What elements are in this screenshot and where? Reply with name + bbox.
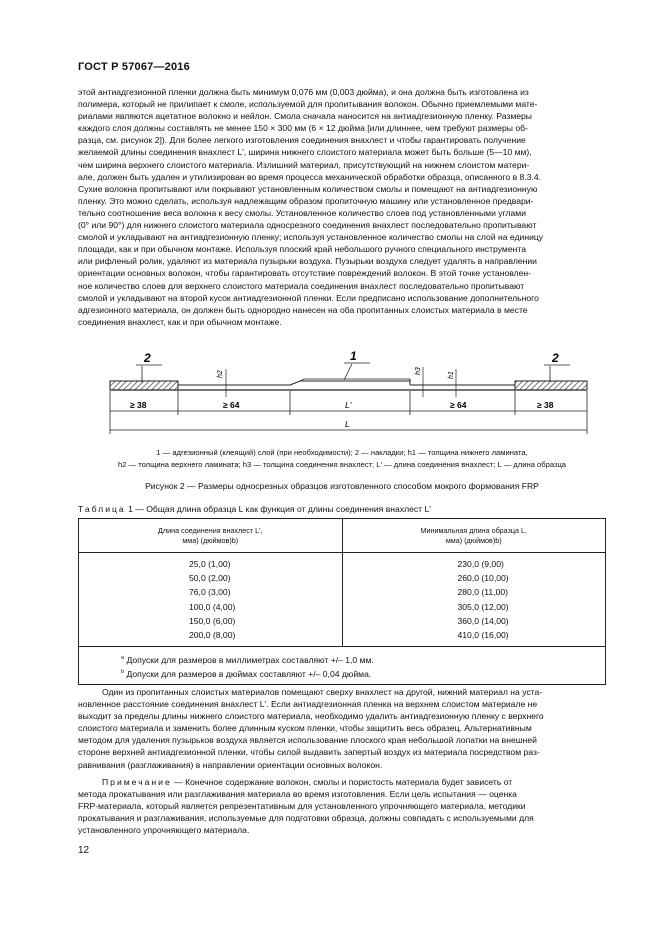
paragraph-line: смолой и укладывают на антиадгезионную пленку; используя установленное количество смолы на слой на единицу xyxy=(78,232,544,243)
paragraph-line: соединения внахлест, как и при обычном монтаже. xyxy=(78,316,282,327)
paragraph-line: выходит за пределы длины нижнего слоистого материала, необходимо удалить антиадгезионную пленку с верхнего xyxy=(78,711,544,722)
specimen-diagram xyxy=(100,345,600,440)
paragraph-1 xyxy=(78,86,606,328)
left-tab xyxy=(110,381,178,390)
note-a-text: Допуски для размеров в миллиметрах составляют +/– 1,0 мм. xyxy=(126,655,374,666)
data-table xyxy=(78,518,606,685)
table-row xyxy=(79,553,606,572)
right-tab xyxy=(515,381,587,390)
table-title-prefix: Таблица xyxy=(78,504,126,514)
paragraph-line: ное количество слоев для верхнего слоистого материала соединения внахлест последовательно пропитывают xyxy=(78,280,525,291)
paragraph-line: новленное расстояние соединения внахлест L'. Если антиадгезионная пленка на верхнем слоистом материале не xyxy=(78,699,538,710)
paragraph-line: риалами являются ацетатное волокно и нейлон. Смола сначала наносится на антиадгезионную пленку. Размеры xyxy=(78,111,532,122)
table-title xyxy=(78,504,431,514)
col-header-length-line2: мма) (дюймов)b) xyxy=(445,535,502,545)
paragraph-line: каждого слоя должны составлять не менее 150 × 300 мм (6 × 12 дюйма [или длиннее, чем требуют размеры об- xyxy=(78,123,528,134)
standard-header: ГОСТ Р 57067—2016 xyxy=(78,61,190,73)
paragraph-line: ориентации основных волокон, чтобы гарантировать отсутствие повреждений волокон. В этой точке установлен- xyxy=(78,268,531,279)
paragraph-line: але, должен быть удален и утилизирован во время процесса механической обработки образца, описанного в 8.3.4. xyxy=(78,171,542,182)
paragraph-line: Сухие волокна пропитывают или покрывают установленным количеством смолы и помещают на антиадгезионную xyxy=(78,183,538,194)
cell-length: 280,0 (11,00) xyxy=(342,585,606,599)
paragraph-line: площади, как и при обычном монтаже. Используя плоский край небольшого ручного специального инструмента xyxy=(78,244,526,255)
dim-total: L xyxy=(345,419,350,429)
paragraph-line: желаемой длины соединения внахлест L', ширина нижнего слоистого материала может быть больше (5—10 мм), xyxy=(78,147,532,158)
table-row xyxy=(79,628,606,647)
paragraph-line: полимера, который не прилипает к смоле, используемой для пропитывания волокон. Обычно приемлемыми мате- xyxy=(78,99,538,110)
dim-left-end: ≥ 38 xyxy=(130,400,147,410)
table-note-a xyxy=(121,652,605,666)
cell-overlap: 50,0 (2,00) xyxy=(79,571,343,585)
table-row xyxy=(79,571,606,585)
note-a-mark: a xyxy=(121,655,125,662)
h1-label: h1 xyxy=(448,371,455,379)
cell-overlap: 200,0 (8,00) xyxy=(79,628,343,647)
note-b-mark: b xyxy=(121,669,125,676)
paragraph-line: стороне верхней антиадгезионной пленки, чтобы силой выдавить запертый воздух из материала посредством раз- xyxy=(78,747,540,758)
page-number: 12 xyxy=(78,845,90,856)
note-block xyxy=(78,776,606,836)
paragraph-line: слоистого материала и заменить более длинным куском пленки, чтобы защитить весь образец. Альтернативным xyxy=(78,723,532,734)
cell-overlap: 150,0 (6,00) xyxy=(79,614,343,628)
note-line: — Конечное содержание волокон, смолы и пористость материала будет зависеть от xyxy=(171,777,513,787)
paragraph-line: адгезионного материала, он должен быть однородно нанесен на оба пропитанных слоистых материала в месте xyxy=(78,304,528,315)
table-row xyxy=(79,600,606,614)
table-row xyxy=(79,614,606,628)
table-header-row xyxy=(79,519,606,553)
table-title-number: 1 xyxy=(128,504,133,514)
paragraph-line: тельно соотношение веса волокна к весу смолы. Установленное количество слоев под установленными углами xyxy=(78,207,527,218)
table-row xyxy=(79,585,606,599)
paragraph-line: пленку. Это можно сделать, используя надлежащим образом пропиточную машину или установленное предвари- xyxy=(78,195,534,206)
cell-length: 305,0 (12,00) xyxy=(342,600,606,614)
paragraph-line: чем ширина верхнего слоистого материала. Излишний материал, присутствующий на нижнем слоистом матери- xyxy=(78,159,530,170)
paragraph-line: или рифленый ролик, удаляют из материала пузырьки воздуха. Пузырьки воздуха следует удалять в направлении xyxy=(78,256,537,267)
cell-overlap: 76,0 (3,00) xyxy=(79,585,343,599)
label-2-right: 2 xyxy=(552,351,559,365)
col-header-length xyxy=(342,519,606,553)
col-header-overlap xyxy=(79,519,343,553)
h2-label: h2 xyxy=(217,370,224,378)
note-b-text: Допуски для размеров в дюймах составляют +/– 0,04 дюйма. xyxy=(126,668,372,679)
note-label: Примечание xyxy=(102,777,172,787)
figure-caption: Рисунок 2 — Размеры односрезных образцов изготовленного способом мокрого формования FRP xyxy=(145,481,539,491)
label-1: 1 xyxy=(350,349,357,363)
paragraph-2 xyxy=(78,686,606,771)
cell-overlap: 25,0 (1,00) xyxy=(79,553,343,572)
cell-length: 410,0 (16,00) xyxy=(342,628,606,647)
table-note-b xyxy=(121,666,605,680)
table-notes xyxy=(79,647,606,685)
dim-right-end: ≥ 38 xyxy=(537,400,554,410)
paragraph-line: равнивания (разглаживания) в направлении ориентации основных волокон. xyxy=(78,759,383,770)
note-line: метода прокатывания или разглаживания материала во время изготовления. Если цель испытания — оценка xyxy=(78,789,517,800)
paragraph-line: смолой и укладывают на второй кусок антиадгезионной пленки. Если предписано использование дополнительного xyxy=(78,292,539,303)
cell-length: 360,0 (14,00) xyxy=(342,614,606,628)
h3-label: h3 xyxy=(415,367,422,375)
note-first-line xyxy=(78,776,606,788)
figure-legend-line-1: 1 — адгезионный (клеящий) слой (при необходимости); 2 — накладки; h1 — толщина нижнего ламината, xyxy=(156,448,528,457)
paragraph-line: Один из пропитанных слоистых материалов помещают сверху внахлест на другой, нижний материал на уста- xyxy=(102,687,543,697)
table-notes-row xyxy=(79,647,606,685)
cell-length: 230,0 (9,00) xyxy=(342,553,606,572)
col-header-length-line1: Минимальная длина образца L, xyxy=(420,525,527,535)
dim-overlap: L' xyxy=(345,400,352,410)
dim-left-mid: ≥ 64 xyxy=(223,400,240,410)
paragraph-line: разца, см. рисунок 2]). Для более легкого изготовления соединения внахлест и чтобы гарантировать получение xyxy=(78,135,526,146)
cell-overlap: 100,0 (4,00) xyxy=(79,600,343,614)
note-line: прокатывания и разглаживания, используемые для подготовки образца, должны совпадать с используемыми для xyxy=(78,813,534,824)
col-header-overlap-line1: Длина соединения внахлест L', xyxy=(158,525,263,535)
note-line: FRP-материала, который является репрезентативным для установленного упрочняющего материала, методики xyxy=(78,801,526,812)
table-title-text: — Общая длина образца L как функция от длины соединения внахлест L' xyxy=(135,504,431,514)
upper-laminate-step xyxy=(290,381,410,385)
paragraph-line: этой антиадгезионной пленки должна быть минимум 0,076 мм (0,003 дюйма), и она должна быть изготовлена из xyxy=(78,87,529,97)
col-header-overlap-line2: мма) (дюймов)b) xyxy=(182,535,239,545)
label-2-left: 2 xyxy=(144,351,151,365)
paragraph-line: методом для удаления пузырьков воздуха является использование плоского края небольшой лопатки на внешней xyxy=(78,735,537,746)
paragraph-line: (0° или 90°) для нижнего слоистого материала односрезного соединения внахлест последовательно пропитывают xyxy=(78,220,537,231)
dim-right-mid: ≥ 64 xyxy=(450,400,467,410)
note-line: установленного упрочняющего материала. xyxy=(78,825,250,836)
figure-legend-line-2: h2 — толщина верхнего ламината; h3 — толщина соединения внахлест; L' — длина соединения внахлест; L — длина образца xyxy=(117,460,567,469)
cell-length: 260,0 (10,00) xyxy=(342,571,606,585)
